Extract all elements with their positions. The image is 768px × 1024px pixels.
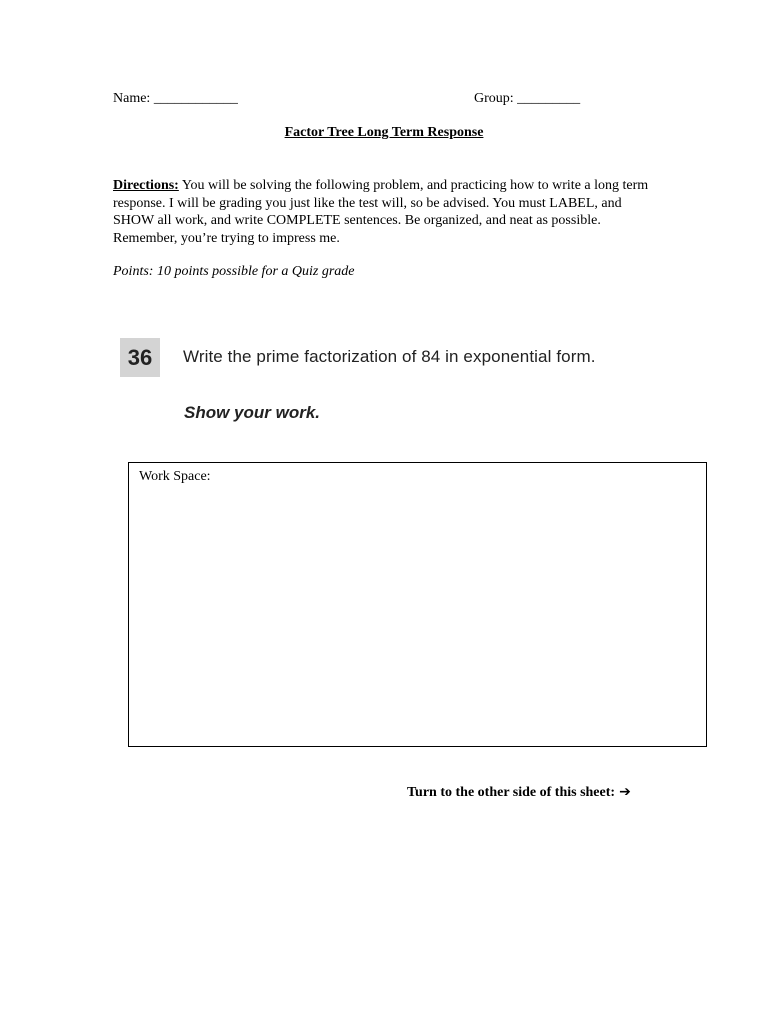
work-space-label: Work Space: [139,469,211,484]
work-space-box[interactable] [128,462,707,747]
turn-over-note [407,784,631,801]
group-field-line: Group: _________ [474,91,581,106]
question-number-badge: 36 [120,338,160,377]
points-note: Points: 10 points possible for a Quiz grade [113,264,355,279]
turn-over-text: Turn to the other side of this sheet: [407,785,616,800]
name-field-line: Name: ____________ [113,91,238,106]
right-arrow-icon: ➔ [619,784,631,800]
directions-label: Directions: [113,178,179,193]
directions-paragraph [113,177,658,247]
directions-text: You will be solving the following problem, and practicing how to write a long term response. I will be grading you just like the test will, so be advised. You must LABEL, and SHOW all work, and write COMPLETE sentences. Be organized, and neat as possible. Remember, you’re trying to impress me. [113,178,649,246]
question-text: Write the prime factorization of 84 in exponential form. [183,347,596,366]
worksheet-title: Factor Tree Long Term Response [284,125,484,140]
show-work-instruction: Show your work. [184,403,321,422]
